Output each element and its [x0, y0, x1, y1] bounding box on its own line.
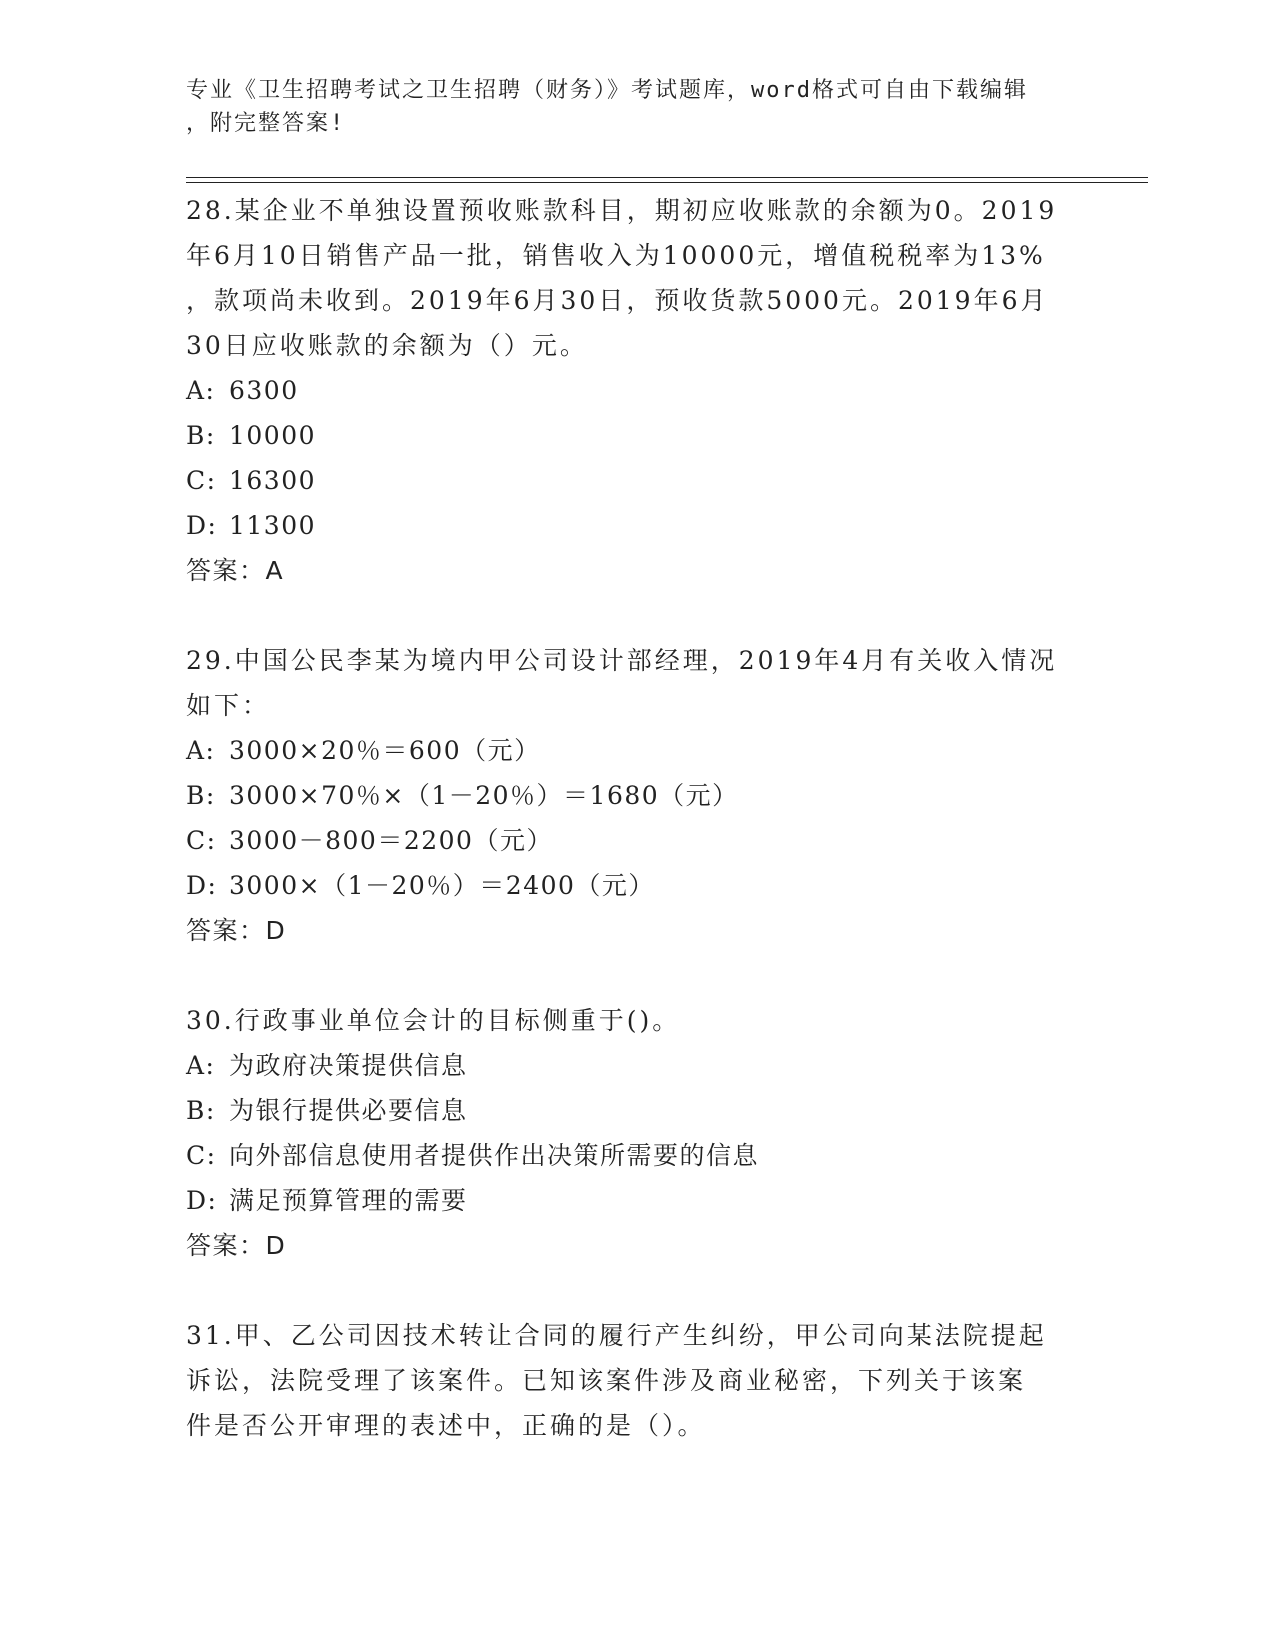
answer-line: 答案：D	[186, 1231, 287, 1260]
header-divider-top	[186, 177, 1148, 178]
option-text: 3000－800＝2200（元）	[229, 826, 553, 855]
answer-line: 答案：A	[186, 556, 285, 585]
option-text: 向外部信息使用者提供作出决策所需要的信息	[229, 1141, 760, 1170]
question-stem-line: 28.某企业不单独设置预收账款科目，期初应收账款的余额为0。2019	[186, 196, 1058, 225]
option-letter: C:	[186, 1141, 217, 1170]
question-stem-line: 如下：	[186, 691, 271, 720]
option-c	[186, 458, 1086, 503]
option-letter: B:	[186, 781, 216, 810]
spacer	[186, 1268, 1086, 1313]
question-29	[186, 638, 1086, 953]
option-c	[186, 818, 1086, 863]
header-divider-bottom	[186, 182, 1148, 183]
answer-line: 答案：D	[186, 916, 287, 945]
option-letter: B:	[186, 1096, 216, 1125]
document-header	[186, 74, 1066, 140]
option-text: 为银行提供必要信息	[229, 1096, 468, 1125]
option-a	[186, 368, 1086, 413]
question-30	[186, 998, 1086, 1268]
option-text: 6300	[229, 376, 299, 405]
question-stem-line: 年6月10日销售产品一批，销售收入为10000元，增值税税率为13%	[186, 241, 1046, 270]
question-stem-line: 诉讼，法院受理了该案件。已知该案件涉及商业秘密，下列关于该案	[186, 1366, 1027, 1395]
question-28	[186, 188, 1086, 593]
option-letter: C:	[186, 826, 217, 855]
option-letter: A:	[186, 1051, 216, 1080]
spacer	[186, 953, 1086, 998]
question-stem-line: 29.中国公民李某为境内甲公司设计部经理，2019年4月有关收入情况	[186, 646, 1058, 675]
option-b	[186, 413, 1086, 458]
option-letter: D:	[186, 511, 218, 540]
option-letter: C:	[186, 466, 217, 495]
option-text: 满足预算管理的需要	[229, 1186, 468, 1215]
option-c	[186, 1133, 1086, 1178]
question-31	[186, 1313, 1086, 1448]
option-letter: D:	[186, 1186, 218, 1215]
option-text: 3000×（1－20％）＝2400（元）	[229, 871, 655, 900]
option-text: 16300	[229, 466, 317, 495]
option-letter: B:	[186, 421, 216, 450]
option-b	[186, 773, 1086, 818]
option-a	[186, 728, 1086, 773]
option-letter: D:	[186, 871, 218, 900]
option-d	[186, 1178, 1086, 1223]
question-stem-line: 件是否公开审理的表述中，正确的是（）。	[186, 1411, 706, 1440]
option-text: 为政府决策提供信息	[229, 1051, 468, 1080]
spacer	[186, 593, 1086, 638]
question-stem-line: 30日应收账款的余额为（）元。	[186, 331, 588, 360]
option-text: 10000	[229, 421, 317, 450]
header-line-2: ，附完整答案!	[186, 111, 346, 136]
option-text: 11300	[229, 511, 317, 540]
question-stem-line: ，款项尚未收到。2019年6月30日，预收货款5000元。2019年6月	[186, 286, 1049, 315]
option-text: 3000×70％×（1－20％）＝1680（元）	[229, 781, 739, 810]
option-a	[186, 1043, 1086, 1088]
option-letter: A:	[186, 376, 216, 405]
header-line-1: 专业《卫生招聘考试之卫生招聘（财务）》考试题库，word格式可自由下载编辑	[186, 78, 1028, 103]
option-d	[186, 863, 1086, 908]
question-stem-line: 30.行政事业单位会计的目标侧重于()。	[186, 1006, 681, 1035]
option-letter: A:	[186, 736, 216, 765]
option-b	[186, 1088, 1086, 1133]
option-d	[186, 503, 1086, 548]
option-text: 3000×20％＝600（元）	[229, 736, 541, 765]
question-stem-line: 31.甲、乙公司因技术转让合同的履行产生纠纷，甲公司向某法院提起	[186, 1321, 1047, 1350]
question-list	[186, 188, 1086, 1448]
